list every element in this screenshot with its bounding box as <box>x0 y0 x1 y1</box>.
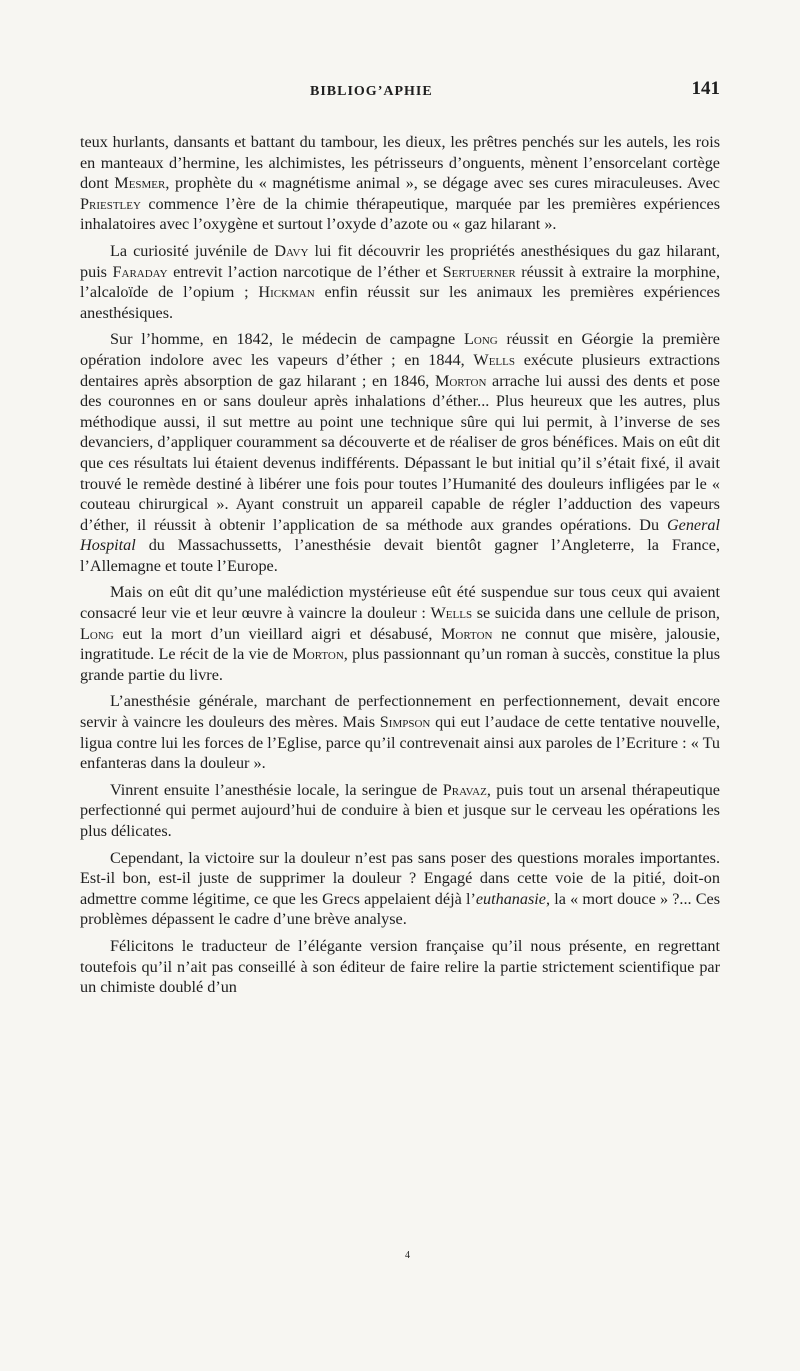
text-run: ne connut que misère, jalousie, ingratitude. Le récit de la vie de <box>80 624 720 664</box>
person-name: Mesmer <box>114 174 166 193</box>
text-run: Cependant, la victoire sur la douleur n’est pas sans poser des questions morales importantes. Est-il bon, est-il juste de supprimer la douleur ? Engagé dans cette voie de la pitié, doit-on admettre comme légitime, ce que les Grecs appelaient déjà l’ <box>80 848 720 908</box>
paragraph-2 <box>80 241 720 323</box>
paragraph-7 <box>80 848 720 930</box>
text-run: La curiosité juvénile de <box>110 241 275 260</box>
text-run: , prophète du « magnétisme animal », se dégage avec ses cures miraculeuses. Avec <box>165 174 720 193</box>
text-run: exécute plusieurs extractions dentaires après absorption de gaz hilarant ; en 1846, <box>80 350 720 390</box>
text-run: du Massachussetts, l’anesthésie devait bientôt gagner l’Angleterre, la France, l’Allemagne et toute l’Europe. <box>80 536 720 575</box>
text-run: enfin réussit sur les animaux les premières expériences anesthésiques. <box>80 283 720 322</box>
text-run: , plus passionnant qu’un roman à succès, constitue la plus grande partie du livre. <box>80 645 721 684</box>
text-run: réussit en Géorgie la première opération indolore avec les vapeurs d’éther ; en 1844, <box>80 330 720 369</box>
person-name: Faraday <box>112 262 168 281</box>
person-name: Wells <box>430 604 473 623</box>
person-name: Simpson <box>379 713 431 732</box>
text-run: qui eut l’audace de cette tentative nouvelle, ligua contre lui les forces de l’Eglise, parce qu’il contrevenait ainsi aux paroles de l’Ecriture : « Tu enfanteras dans la douleur ». <box>80 713 720 773</box>
text-run: Vinrent ensuite l’anesthésie locale, la seringue de <box>110 780 443 799</box>
text-run: entrevit l’action narcotique de l’éther et <box>167 262 443 281</box>
paragraph-4 <box>80 582 720 685</box>
paragraph-6 <box>80 780 720 842</box>
text-run: teux hurlants, dansants et battant du tambour, les dieux, les prêtres penchés sur les autels, les rois en manteaux d’hermine, les alchimistes, les pétrisseurs d’onguents, mènent l’ensorcelant cortège dont <box>80 133 720 193</box>
person-name: Sertuerner <box>442 262 516 281</box>
text-run: se suicida dans une cellule de prison, <box>472 604 720 623</box>
person-name: Wells <box>473 350 515 369</box>
paragraph-5 <box>80 691 720 773</box>
text-run: , la « mort douce » ?... Ces problèmes dépassent le cadre d’une brève analyse. <box>80 889 721 929</box>
paragraph-1 <box>80 132 720 235</box>
text-run: lui fit découvrir les propriétés anesthésiques du gaz hilarant, puis <box>80 241 720 281</box>
paragraph-3 <box>80 329 720 576</box>
person-name: Long <box>80 624 114 643</box>
running-title: BIBLIOG’APHIE <box>310 84 433 99</box>
person-name: Priestley <box>80 194 141 213</box>
text-run: Sur l’homme, en 1842, le médecin de campagne <box>110 330 464 349</box>
body-text <box>80 132 720 1004</box>
text-run: arrache lui aussi des dents et pose des couronnes en or sans douleur après inhalations d’éther... Plus heureux que les autres, plus méthodique aussi, il sut mettre au point une technique sûre qui lui permit, à l’inverse de ses devanciers, d’appliquer couramment sa découverte et de réaliser de gros bénéfices. Mais on eût dit que ces résultats lui étaient devenus indifférents. Dépassant le but initial qu’il s’était fixé, il avait trouvé le remède destiné à libérer une fois pour toutes l’Humanité des douleurs infligées par le « couteau chirurgical ». Ayant construit un appareil capable de régler l’adduction des vapeurs d’éther, il réussit à obtenir l’application de sa méthode aux grandes opérations. Du <box>80 371 720 534</box>
italic-term: General Hospital <box>80 515 720 555</box>
text-run: réussit à extraire la morphine, l’alcaloïde de l’opium ; <box>80 262 720 302</box>
text-run: , puis tout un arsenal thérapeutique perfectionné qui permet aujourd’hui de conduire à bien et jusque sur le cerveau les opérations les plus délicates. <box>80 780 720 840</box>
person-name: Pravaz <box>442 780 487 799</box>
person-name: Long <box>463 330 498 349</box>
text-run: L’anesthésie générale, marchant de perfectionnement en perfectionnement, devait encore servir à vaincre les douleurs des mères. Mais <box>80 692 720 732</box>
person-name: Morton <box>441 624 493 643</box>
person-name: Hickman <box>258 283 315 302</box>
paragraph-8 <box>80 936 720 998</box>
page-header <box>80 78 720 108</box>
page-number: 141 <box>691 78 720 99</box>
italic-term: euthanasie <box>475 889 546 908</box>
person-name: Morton <box>292 645 344 664</box>
text-run: Félicitons le traducteur de l’élégante version française qu’il nous présente, en regrettant toutefois qu’il n’ait pas conseillé à son éditeur de faire relire la partie strictement scientifique par un chimiste doublé d’un <box>80 936 720 997</box>
person-name: Morton <box>434 371 487 390</box>
text-run: Mais on eût dit qu’une malédiction mystérieuse eût été suspendue sur tous ceux qui avaient consacré leur vie et leur œuvre à vaincre la douleur : <box>80 583 720 623</box>
text-run: eut la mort d’un vieillard aigri et désabusé, <box>113 624 442 643</box>
footer-mark: 4 <box>405 1250 410 1261</box>
person-name: Davy <box>274 241 309 260</box>
text-run: commence l’ère de la chimie thérapeutique, marquée par les premières expériences inhalatoires avec l’oxygène et surtout l’oxyde d’azote ou « gaz hilarant ». <box>80 194 720 234</box>
